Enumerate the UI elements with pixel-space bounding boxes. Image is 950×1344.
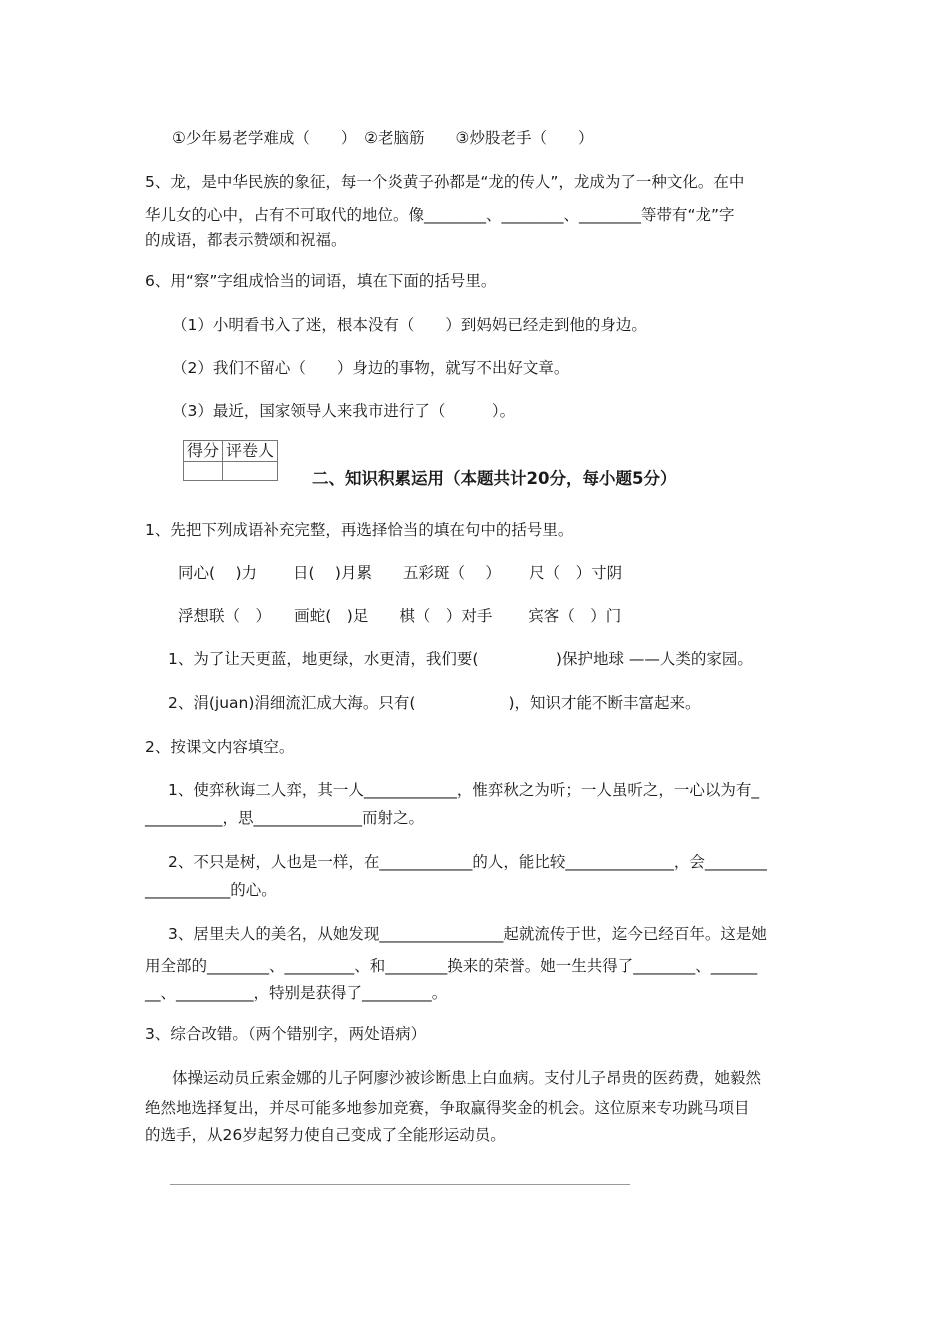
- question-5-line-1: 5、龙，是中华民族的象征，每一个炎黄子孙都是“龙的传人”，龙成为了一种文化。在中: [145, 173, 745, 191]
- text-fill-1-line-1: 1、使弈秋诲二人弈，其一人____________，惟弈秋之为听；一人虽听之，一心以为有_: [168, 781, 760, 799]
- idioms-row-2: 浮想联（ ） 画蛇( )足 棋（ ）对手 宾客（ ）门: [178, 607, 622, 625]
- question-6-item-1: （1）小明看书入了迷，根本没有（ ）到妈妈已经走到他的身边。: [172, 316, 647, 334]
- question-6-item-2: （2）我们不留心（ ）身边的事物，就写不出好文章。: [172, 359, 570, 377]
- question-5-line-3: 的成语，都表示赞颂和祝福。: [145, 231, 347, 249]
- fill-sentence-1: 1、为了让天更蓝，地更绿，水更清，我们要( )保护地球 ——人类的家园。: [168, 650, 753, 668]
- text-fill-3-line-1: 3、居里夫人的美名，从她发现________________起就流传于世，迄今已经百年。这是她: [168, 925, 767, 943]
- text-fill-3-line-2: 用全部的________、_________、和________换来的荣誉。她一生共得了________、______: [145, 957, 758, 975]
- grader-cell: [223, 462, 278, 481]
- fill-sentence-2: 2、涓(juan)涓细流汇成大海。只有( )，知识才能不断丰富起来。: [168, 694, 701, 712]
- score-table: [183, 440, 278, 481]
- answer-line[interactable]: [170, 1184, 630, 1185]
- text-fill-2-line-2: ___________的心。: [145, 881, 277, 899]
- question-6-item-3: （3）最近，国家领导人来我市进行了（ ）。: [172, 402, 516, 420]
- score-label: 得分: [184, 441, 223, 462]
- part2-question-1-prompt: 1、先把下列成语补充完整，再选择恰当的填在句中的括号里。: [145, 521, 574, 539]
- section-title: 二、知识积累运用（本题共计20分，每小题5分）: [312, 469, 677, 488]
- score-cell: [184, 462, 223, 481]
- passage-line-1: 体操运动员丘索金娜的儿子阿廖沙被诊断患上白血病。支付儿子昂贵的医药费，她毅然: [172, 1069, 762, 1087]
- question-6-prompt: 6、用“察”字组成恰当的词语，填在下面的括号里。: [145, 272, 497, 290]
- passage-line-2: 绝然地选择复出，并尽可能多地参加竞赛，争取赢得奖金的机会。这位原来专功跳马项目: [145, 1099, 750, 1117]
- part2-question-2-prompt: 2、按课文内容填空。: [145, 738, 295, 756]
- question-5-line-2: 华儿女的心中，占有不可取代的地位。像________、________、________等带有“龙”字: [145, 206, 735, 224]
- grader-label: 评卷人: [223, 441, 278, 462]
- text-fill-2-line-1: 2、不只是树，人也是一样，在____________的人，能比较______________，会________: [168, 853, 767, 871]
- passage-line-3: 的选手，从26岁起努力使自己变成了全能形运动员。: [145, 1126, 506, 1144]
- idioms-row-1: 同心( )力 日( )月累 五彩斑（ ） 尺（ ）寸阴: [178, 564, 623, 582]
- text-fill-1-line-2: __________，思______________而射之。: [145, 809, 425, 827]
- text-fill-3-line-3: __、__________，特别是获得了_________。: [145, 984, 448, 1002]
- options-line: ①少年易老学难成（ ） ②老脑筋 ③炒股老手（ ）: [172, 129, 594, 147]
- part2-question-3-prompt: 3、综合改错。（两个错别字，两处语病）: [145, 1025, 427, 1043]
